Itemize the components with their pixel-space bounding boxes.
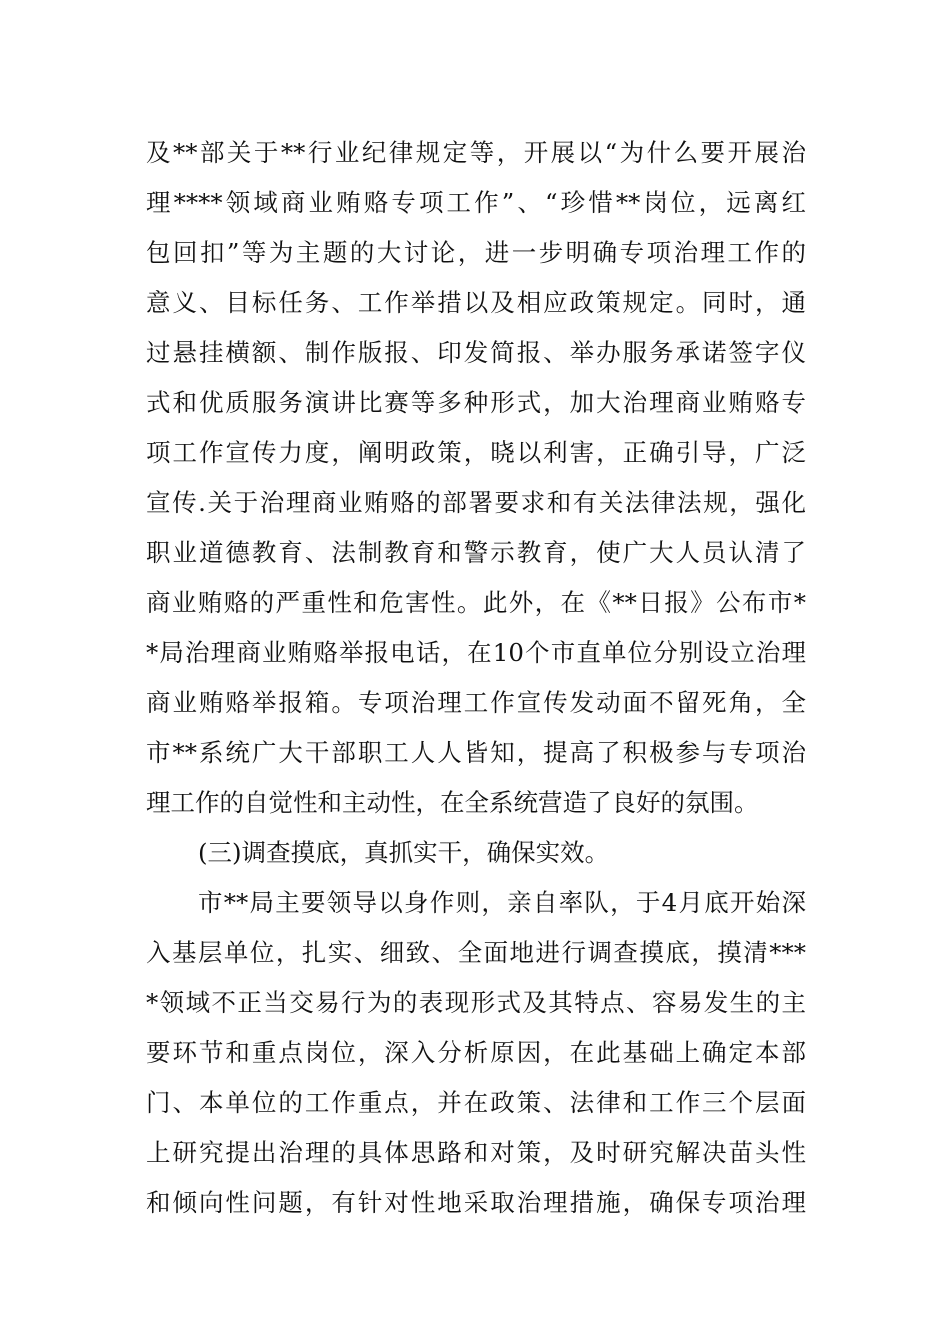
paragraph-line: *局治理商业贿赂举报电话，在10个市直单位分别设立治理: [146, 638, 806, 667]
paragraph-line: 市**局主要领导以身作则，亲自率队，于4月底开始深: [198, 888, 806, 917]
paragraph-line: 及**部关于**行业纪律规定等，开展以“为什么要开展治: [146, 138, 806, 167]
paragraph-line: 项工作宣传力度，阐明政策，晓以利害，正确引导，广泛: [146, 438, 806, 467]
document-body: [146, 128, 806, 1228]
paragraph-line: 要环节和重点岗位，深入分析原因，在此基础上确定本部: [146, 1038, 806, 1067]
paragraph-line: 市**系统广大干部职工人人皆知，提高了积极参与专项治: [146, 738, 806, 767]
paragraph-line: 商业贿赂的严重性和危害性。此外，在《**日报》公布市*: [146, 588, 806, 617]
paragraph-line: 意义、目标任务、工作举措以及相应政策规定。同时，通: [146, 288, 806, 317]
paragraph-line: 理工作的自觉性和主动性，在全系统营造了良好的氛围。: [146, 788, 759, 817]
paragraph-line: 过悬挂横额、制作版报、印发简报、举办服务承诺签字仪: [146, 338, 806, 367]
paragraph-line: 商业贿赂举报箱。专项治理工作宣传发动面不留死角，全: [146, 688, 806, 717]
paragraph-line: 式和优质服务演讲比赛等多种形式，加大治理商业贿赂专: [146, 388, 806, 417]
paragraph-line: 上研究提出治理的具体思路和对策，及时研究解决苗头性: [146, 1138, 806, 1167]
paragraph-line: *领域不正当交易行为的表现形式及其特点、容易发生的主: [146, 988, 806, 1017]
paragraph-line: 入基层单位，扎实、细致、全面地进行调查摸底，摸清***: [146, 938, 806, 967]
paragraph-line: 门、本单位的工作重点，并在政策、法律和工作三个层面: [146, 1088, 806, 1117]
paragraph-line: 包回扣”等为主题的大讨论，进一步明确专项治理工作的: [146, 238, 806, 267]
paragraph-line: 宣传.关于治理商业贿赂的部署要求和有关法律法规，强化: [146, 488, 806, 517]
paragraph-line: 职业道德教育、法制教育和警示教育，使广大人员认清了: [146, 538, 806, 567]
paragraph-line: 和倾向性问题，有针对性地采取治理措施，确保专项治理: [146, 1188, 806, 1217]
section-heading: (三)调查摸底，真抓实干，确保实效。: [198, 838, 610, 867]
paragraph-line: 理****领域商业贿赂专项工作”、“珍惜**岗位，远离红: [146, 188, 806, 217]
